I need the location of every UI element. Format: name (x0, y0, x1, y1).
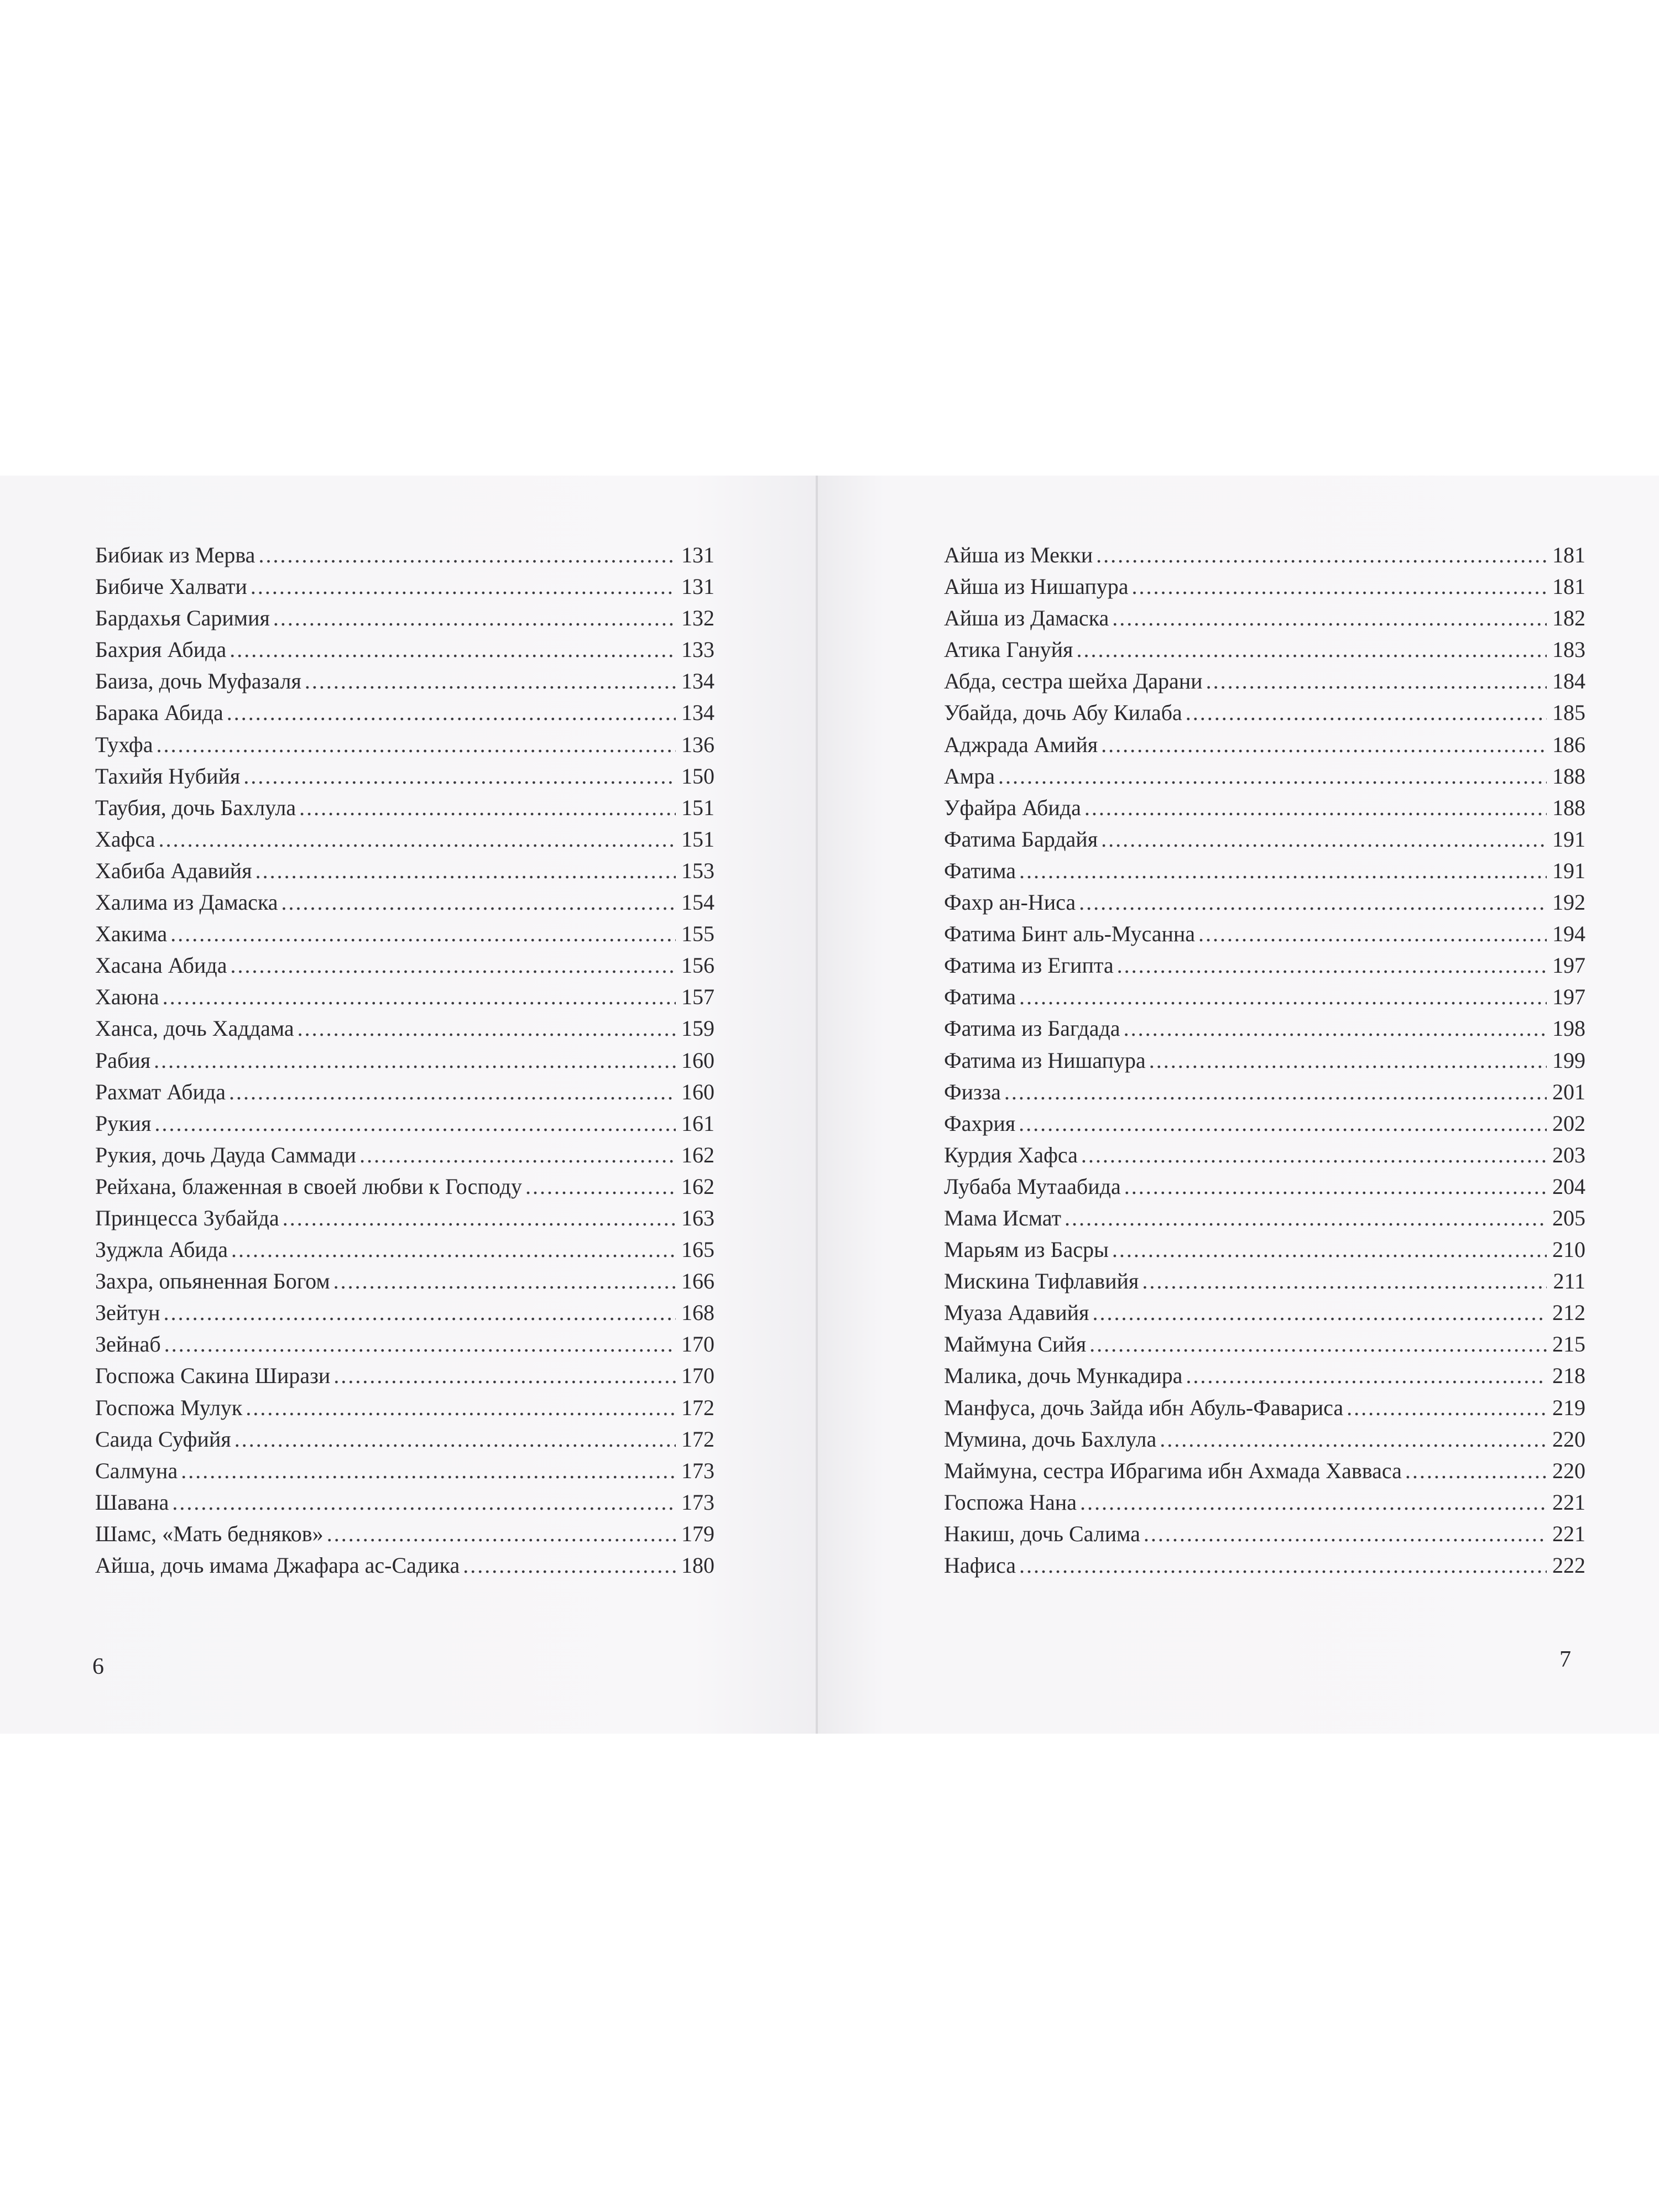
toc-entry-title: Ханса, дочь Хаддама (95, 1016, 294, 1041)
toc-entry-page: 155 (681, 921, 714, 947)
toc-dot-leader (1206, 665, 1547, 697)
toc-entry-title: Хакима (95, 921, 168, 947)
toc-entry (95, 697, 714, 728)
toc-entry-title: Зейтун (95, 1300, 160, 1326)
toc-entry (944, 1139, 1585, 1171)
toc-entry (944, 571, 1585, 602)
toc-entry-page: 157 (681, 984, 714, 1010)
toc-dot-leader (1019, 855, 1547, 886)
toc-dot-leader (154, 1108, 676, 1139)
toc-entry-title: Фахр ан-Ниса (944, 890, 1076, 915)
toc-entry-page: 186 (1552, 732, 1585, 757)
toc-entry-title: Захра, опьяненная Богом (95, 1269, 330, 1294)
toc-entry-page: 205 (1552, 1205, 1585, 1230)
toc-entry-page: 160 (681, 1079, 714, 1104)
toc-entry-title: Фахрия (944, 1110, 1016, 1136)
toc-entry-page: 222 (1552, 1553, 1585, 1578)
toc-entry-page: 151 (681, 826, 714, 852)
toc-dot-leader (246, 1392, 676, 1423)
toc-entry-page: 198 (1552, 1016, 1585, 1041)
toc-entry-page: 173 (681, 1489, 714, 1515)
toc-entry-page: 220 (1552, 1458, 1585, 1483)
toc-dot-leader (170, 918, 676, 950)
toc-entry-page: 172 (681, 1426, 714, 1452)
toc-entry-page: 194 (1552, 921, 1585, 947)
toc-entry (944, 1202, 1585, 1234)
toc-entry-title: Госпожа Мулук (95, 1395, 243, 1420)
toc-entry-page: 131 (681, 574, 714, 599)
toc-entry-page: 191 (1552, 826, 1585, 852)
toc-entry-title: Барака Абида (95, 700, 223, 726)
toc-entry (944, 1392, 1585, 1423)
toc-entry-title: Манфуса, дочь Зайда ибн Абуль-Фавариса (944, 1395, 1344, 1420)
toc-entry (944, 665, 1585, 697)
toc-entry-page: 185 (1552, 700, 1585, 726)
toc-dot-leader (1101, 729, 1547, 760)
toc-dot-leader (172, 1486, 676, 1518)
toc-entry-title: Хабиба Адавийя (95, 858, 252, 883)
toc-dot-leader (281, 886, 676, 918)
toc-entry-title: Хаюна (95, 984, 159, 1010)
toc-entry-page: 218 (1552, 1363, 1585, 1389)
toc-dot-leader (164, 1328, 676, 1360)
toc-entry-page: 181 (1552, 542, 1585, 567)
toc-entry (95, 1171, 714, 1202)
toc-dot-leader (227, 697, 676, 728)
toc-entry-title: Тухфа (95, 732, 153, 757)
toc-entry (95, 1202, 714, 1234)
toc-dot-leader (154, 1045, 676, 1076)
toc-entry (95, 1360, 714, 1391)
toc-entry (944, 918, 1585, 950)
toc-entry-page: 132 (681, 606, 714, 631)
toc-entry-title: Аджрада Амийя (944, 732, 1098, 757)
toc-entry (95, 886, 714, 918)
toc-dot-leader (1089, 1328, 1547, 1360)
toc-dot-leader (255, 855, 676, 886)
toc-dot-leader (283, 1202, 676, 1234)
toc-entry-page: 180 (681, 1553, 714, 1578)
toc-entry (95, 1265, 714, 1297)
toc-entry-title: Мискина Тифлавийя (944, 1269, 1139, 1294)
toc-dot-leader (231, 950, 676, 981)
toc-entry-title: Бибиак из Мерва (95, 542, 255, 567)
toc-entry (944, 886, 1585, 918)
toc-entry-page: 221 (1552, 1489, 1585, 1515)
toc-entry-title: Маймуна, сестра Ибрагима ибн Ахмада Хавваса (944, 1458, 1402, 1483)
toc-entry (95, 855, 714, 886)
toc-entry-page: 181 (1552, 574, 1585, 599)
toc-entry-page: 192 (1552, 890, 1585, 915)
toc-entry (95, 539, 714, 571)
toc-entry-page: 201 (1552, 1079, 1585, 1104)
toc-entry-page: 160 (681, 1047, 714, 1073)
toc-entry-page: 161 (681, 1110, 714, 1136)
toc-entry (944, 792, 1585, 823)
toc-entry (95, 729, 714, 760)
toc-entry-title: Хасана Абида (95, 953, 227, 978)
toc-entry (95, 1076, 714, 1108)
toc-dot-leader (1186, 697, 1547, 728)
toc-entry (944, 1486, 1585, 1518)
toc-entry (95, 1108, 714, 1139)
toc-entry-page: 151 (681, 795, 714, 820)
toc-entry (95, 1139, 714, 1171)
toc-dot-leader (1347, 1392, 1547, 1423)
toc-entry-title: Накиш, дочь Салима (944, 1521, 1140, 1546)
toc-entry (944, 1328, 1585, 1360)
left-page-number: 6 (92, 1654, 104, 1679)
toc-entry-title: Фатима из Багдада (944, 1016, 1120, 1041)
toc-entry-page: 203 (1552, 1142, 1585, 1167)
toc-dot-leader (1084, 792, 1547, 823)
toc-entry-title: Шавана (95, 1489, 169, 1515)
toc-entry-page: 221 (1552, 1521, 1585, 1546)
toc-entry-page: 166 (681, 1269, 714, 1294)
toc-dot-leader (1081, 1139, 1547, 1171)
toc-dot-leader (1019, 1108, 1547, 1139)
toc-entry-title: Физза (944, 1079, 1001, 1104)
toc-entry (95, 1392, 714, 1423)
toc-entry (944, 855, 1585, 886)
toc-entry-page: 188 (1552, 795, 1585, 820)
toc-entry-page: 134 (681, 700, 714, 726)
toc-entry-title: Хафса (95, 826, 155, 852)
toc-dot-leader (1101, 823, 1547, 855)
toc-dot-leader (1065, 1202, 1547, 1234)
toc-entry (944, 1108, 1585, 1139)
toc-dot-leader (1112, 602, 1547, 634)
toc-entry (944, 539, 1585, 571)
toc-entry-title: Лубаба Мутаабида (944, 1173, 1121, 1199)
book-spread (0, 476, 1659, 1734)
toc-entry-title: Мумина, дочь Бахлула (944, 1426, 1157, 1452)
toc-dot-leader (1142, 1265, 1547, 1297)
toc-dot-leader (1076, 634, 1547, 665)
toc-dot-leader (1019, 1550, 1547, 1581)
toc-entry-title: Айша из Мекки (944, 542, 1093, 567)
toc-entry-title: Маймуна Сийя (944, 1332, 1087, 1357)
toc-entry (95, 1234, 714, 1265)
toc-dot-leader (251, 571, 676, 602)
toc-dot-leader (359, 1139, 676, 1171)
toc-entry (944, 760, 1585, 792)
toc-entry-title: Халима из Дамаска (95, 890, 278, 915)
toc-entry (95, 1423, 714, 1455)
toc-dot-leader (1096, 539, 1547, 571)
toc-dot-leader (181, 1455, 676, 1486)
toc-entry-title: Бахрия Абида (95, 637, 227, 662)
toc-dot-leader (1079, 886, 1547, 918)
toc-dot-leader (156, 729, 676, 760)
toc-entry-page: 199 (1552, 1047, 1585, 1073)
toc-entry-page: 204 (1552, 1173, 1585, 1199)
toc-dot-leader (1004, 1076, 1547, 1108)
toc-entry-title: Атика Гануйя (944, 637, 1073, 662)
toc-dot-leader (1124, 1171, 1547, 1202)
toc-entry-page: 170 (681, 1363, 714, 1389)
toc-dot-leader (273, 602, 676, 634)
toc-entry-title: Нафиса (944, 1553, 1016, 1578)
toc-entry-title: Мама Исмат (944, 1205, 1061, 1230)
toc-entry-title: Рахмат Абида (95, 1079, 226, 1104)
toc-entry (944, 1518, 1585, 1550)
toc-entry-title: Амра (944, 763, 995, 789)
toc-dot-leader (159, 823, 676, 855)
toc-entry (944, 602, 1585, 634)
toc-entry-title: Бардахья Саримия (95, 606, 270, 631)
toc-entry (944, 1550, 1585, 1581)
toc-dot-leader (998, 760, 1547, 792)
toc-entry (95, 571, 714, 602)
toc-dot-leader (298, 1013, 676, 1044)
toc-entry-page: 150 (681, 763, 714, 789)
toc-entry-title: Зуджла Абида (95, 1237, 228, 1262)
toc-entry-title: Айша из Нишапура (944, 574, 1129, 599)
toc-entry (944, 1265, 1585, 1297)
toc-entry-title: Айша, дочь имама Джафара ас-Садика (95, 1553, 460, 1578)
toc-entry (95, 602, 714, 634)
toc-dot-leader (164, 1297, 676, 1328)
toc-dot-leader (1144, 1518, 1547, 1550)
toc-entry (944, 950, 1585, 981)
toc-entry-title: Абда, сестра шейха Дарани (944, 669, 1203, 694)
toc-entry (944, 634, 1585, 665)
toc-entry-title: Малика, дочь Мункадира (944, 1363, 1183, 1389)
toc-entry-page: 162 (681, 1142, 714, 1167)
toc-entry-page: 156 (681, 953, 714, 978)
toc-entry-title: Фатима Бинт аль-Мусанна (944, 921, 1196, 947)
toc-entry-page: 220 (1552, 1426, 1585, 1452)
toc-entry-title: Рабия (95, 1047, 151, 1073)
toc-entry-page: 159 (681, 1016, 714, 1041)
toc-entry (95, 950, 714, 981)
toc-entry-title: Фатима Бардайя (944, 826, 1098, 852)
right-page-number: 7 (1559, 1647, 1571, 1672)
toc-dot-leader (1198, 918, 1547, 950)
toc-entry-page: 173 (681, 1458, 714, 1483)
toc-entry (95, 1550, 714, 1581)
toc-dot-leader (305, 665, 676, 697)
toc-entry-page: 183 (1552, 637, 1585, 662)
toc-dot-leader (463, 1550, 676, 1581)
toc-dot-leader (1080, 1486, 1547, 1518)
toc-entry-title: Салмуна (95, 1458, 178, 1483)
toc-dot-leader (243, 760, 676, 792)
toc-entry (944, 1297, 1585, 1328)
toc-dot-leader (299, 792, 676, 823)
toc-entry-page: 133 (681, 637, 714, 662)
toc-entry-title: Марьям из Басры (944, 1237, 1109, 1262)
toc-entry-title: Таубия, дочь Бахлула (95, 795, 296, 820)
toc-entry-title: Баиза, дочь Муфазаля (95, 669, 301, 694)
toc-entry-title: Фатима из Нишапура (944, 1047, 1146, 1073)
toc-entry (944, 697, 1585, 728)
toc-entry-page: 219 (1552, 1395, 1585, 1420)
toc-entry (95, 1045, 714, 1076)
toc-entry-title: Рейхана, блаженная в своей любви к Господу (95, 1173, 522, 1199)
toc-dot-leader (229, 1076, 676, 1108)
toc-dot-leader (1149, 1045, 1547, 1076)
toc-dot-leader (1124, 1013, 1547, 1044)
toc-entry-page: 165 (681, 1237, 714, 1262)
toc-entry-title: Саида Суфийя (95, 1426, 231, 1452)
toc-entry (95, 1486, 714, 1518)
toc-dot-leader (231, 1234, 676, 1265)
toc-dot-leader (333, 1360, 676, 1391)
toc-entry (95, 665, 714, 697)
toc-entry-page: 210 (1552, 1237, 1585, 1262)
toc-entry (944, 1234, 1585, 1265)
toc-entry-page: 153 (681, 858, 714, 883)
toc-entry (944, 1455, 1585, 1486)
toc-dot-leader (163, 981, 676, 1013)
toc-entry-title: Уфайра Абида (944, 795, 1081, 820)
toc-dot-leader (1160, 1423, 1547, 1455)
toc-dot-leader (525, 1171, 676, 1202)
toc-entry-title: Фатима (944, 984, 1016, 1010)
toc-entry-title: Госпожа Сакина Ширази (95, 1363, 331, 1389)
toc-entry (95, 1455, 714, 1486)
toc-dot-leader (1019, 981, 1547, 1013)
toc-entry-page: 215 (1552, 1332, 1585, 1357)
toc-entry-title: Госпожа Нана (944, 1489, 1077, 1515)
toc-dot-leader (1132, 571, 1547, 602)
toc-entry-title: Принцесса Зубайда (95, 1205, 279, 1230)
book-gutter (816, 476, 818, 1734)
toc-entry-page: 191 (1552, 858, 1585, 883)
toc-entry (944, 823, 1585, 855)
toc-dot-leader (1405, 1455, 1547, 1486)
toc-entry-page: 136 (681, 732, 714, 757)
toc-entry (944, 729, 1585, 760)
toc-entry-title: Фатима из Египта (944, 953, 1114, 978)
toc-entry (95, 981, 714, 1013)
toc-entry-title: Убайда, дочь Абу Килаба (944, 700, 1182, 726)
toc-entry-title: Муаза Адавийя (944, 1300, 1089, 1326)
toc-entry (95, 1328, 714, 1360)
toc-entry (95, 792, 714, 823)
toc-entry (95, 1013, 714, 1044)
toc-dot-leader (327, 1518, 676, 1550)
toc-dot-leader (333, 1265, 676, 1297)
toc-entry (95, 634, 714, 665)
toc-entry-page: 168 (681, 1300, 714, 1326)
toc-entry-title: Фатима (944, 858, 1016, 883)
toc-entry (944, 1171, 1585, 1202)
toc-entry-page: 131 (681, 542, 714, 567)
toc-dot-leader (1092, 1297, 1547, 1328)
toc-entry-page: 182 (1552, 606, 1585, 631)
toc-entry (95, 1518, 714, 1550)
toc-entry (95, 1297, 714, 1328)
right-toc-list (944, 539, 1585, 1581)
toc-dot-leader (229, 634, 676, 665)
toc-entry-page: 188 (1552, 763, 1585, 789)
left-toc-list (95, 539, 714, 1581)
toc-entry-page: 154 (681, 890, 714, 915)
toc-entry (944, 1045, 1585, 1076)
toc-entry-title: Шамс, «Мать бедняков» (95, 1521, 324, 1546)
toc-entry-page: 184 (1552, 669, 1585, 694)
toc-entry (95, 760, 714, 792)
toc-entry (944, 981, 1585, 1013)
toc-dot-leader (258, 539, 676, 571)
toc-entry-title: Рукия (95, 1110, 152, 1136)
toc-entry (944, 1360, 1585, 1391)
toc-dot-leader (1117, 950, 1547, 981)
toc-entry-page: 179 (681, 1521, 714, 1546)
toc-entry-title: Бибиче Халвати (95, 574, 247, 599)
toc-entry (944, 1423, 1585, 1455)
toc-entry-title: Зейнаб (95, 1332, 161, 1357)
toc-entry-page: 197 (1552, 984, 1585, 1010)
toc-entry-page: 162 (681, 1173, 714, 1199)
toc-entry-title: Рукия, дочь Дауда Саммади (95, 1142, 357, 1167)
toc-entry-title: Айша из Дамаска (944, 606, 1109, 631)
toc-entry-page: 163 (681, 1205, 714, 1230)
toc-entry-title: Тахийя Нубийя (95, 763, 241, 789)
toc-entry (944, 1013, 1585, 1044)
toc-dot-leader (1186, 1360, 1547, 1391)
toc-entry-page: 172 (681, 1395, 714, 1420)
toc-entry-page: 170 (681, 1332, 714, 1357)
toc-entry-page: 202 (1552, 1110, 1585, 1136)
toc-entry (95, 823, 714, 855)
toc-entry-page: 211 (1553, 1269, 1585, 1294)
toc-entry (95, 918, 714, 950)
toc-dot-leader (234, 1423, 676, 1455)
toc-entry-page: 197 (1552, 953, 1585, 978)
toc-entry (944, 1076, 1585, 1108)
toc-dot-leader (1112, 1234, 1547, 1265)
toc-entry-page: 134 (681, 669, 714, 694)
toc-entry-title: Курдия Хафса (944, 1142, 1078, 1167)
toc-entry-page: 212 (1552, 1300, 1585, 1326)
